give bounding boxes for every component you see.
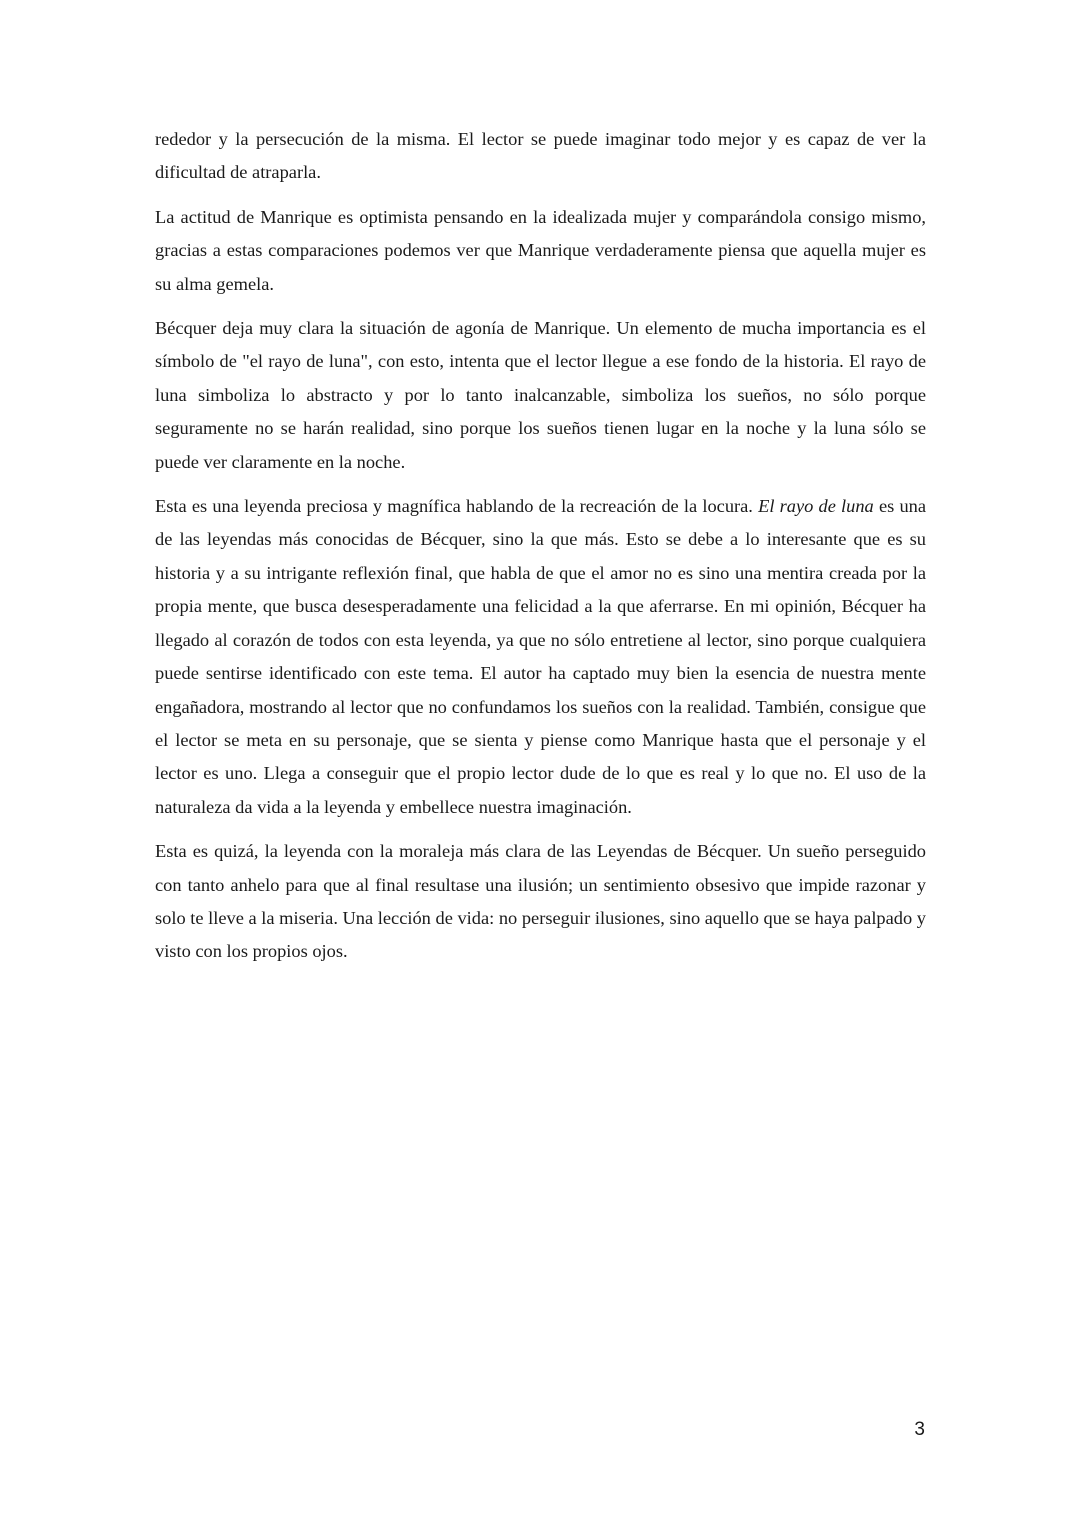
book-title-italic: El rayo de luna [758,496,874,517]
paragraph-5: Esta es quizá, la leyenda con la moraleja más clara de las Leyendas de Bécquer. Un sueño perseguido con tanto anhelo para que al final resultase una ilusión; un sentimiento obsesivo que impide razonar y solo te lleve a la miseria. Una lección de vida: no perseguir ilusiones, sino aquello que se haya palpado y visto con los propios ojos. [155,841,926,962]
document-body [155,123,926,980]
page-number: 3 [914,1419,925,1440]
paragraph-2: La actitud de Manrique es optimista pensando en la idealizada mujer y comparándola consigo mismo, gracias a estas comparaciones podemos ver que Manrique verdaderamente piensa que aquella mujer es su alma gemela. [155,206,926,294]
paragraph-4-rest: es una de las leyendas más conocidas de Bécquer, sino la que más. Esto se debe a lo interesante que es su historia y a su intrigante reflexión final, que habla de que el amor no es sino una mentira creada por la propia mente, que busca desesperadamente una felicidad a la que aferrarse. En mi opinión, Bécquer ha llegado al corazón de todos con esta leyenda, ya que no sólo entretiene al lector, sino porque cualquiera puede sentirse identificado con este tema. El autor ha captado muy bien la esencia de nuestra mente engañadora, mostrando al lector que no confundamos los sueños con la realidad. También, consigue que el lector se meta en su personaje, que se sienta y piense como Manrique hasta que el personaje y el lector es uno. Llega a conseguir que el propio lector dude de lo que es real y lo que no. El uso de la naturaleza da vida a la leyenda y embellece nuestra imaginación. [155,496,927,817]
paragraph-1: rededor y la persecución de la misma. El lector se puede imaginar todo mejor y es capaz de ver la dificultad de atraparla. [155,129,926,183]
paragraph-4-lead: Esta es una leyenda preciosa y magnífica hablando de la recreación de la locura. [155,496,759,517]
paragraph-4 [155,490,926,824]
paragraph-3: Bécquer deja muy clara la situación de agonía de Manrique. Un elemento de mucha importancia es el símbolo de "el rayo de luna", con esto, intenta que el lector llegue a ese fondo de la historia. El rayo de luna simboliza lo abstracto y por lo tanto inalcanzable, simboliza los sueños, no sólo porque seguramente no se harán realidad, sino porque los sueños tienen lugar en la noche y la luna sólo se puede ver claramente en la noche. [155,318,926,472]
